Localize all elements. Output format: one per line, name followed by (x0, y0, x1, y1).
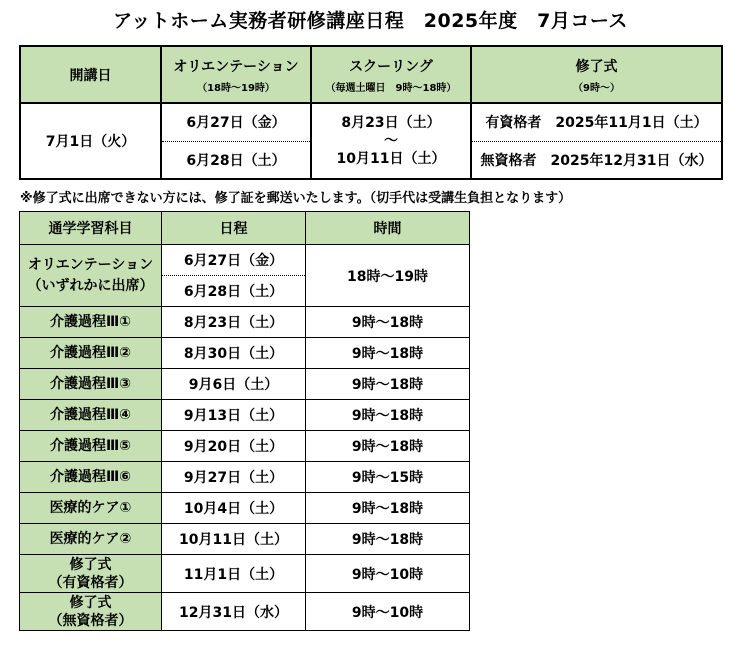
orientation-date-2: 6月28日（土） (162, 276, 306, 307)
subject-cell (20, 462, 162, 493)
mailing-note: ※修了式に出席できない方には、修了証を郵送いたします。（切手代は受講生負担となります） (20, 191, 572, 206)
schooling-tilde: ～ (384, 133, 398, 149)
table-row (20, 555, 470, 593)
subject-line: 介護過程Ⅲ⑤ (49, 437, 132, 454)
time-cell: 9時～15時 (306, 462, 470, 493)
schooling-from: 8月23日（土） (341, 115, 441, 131)
date-cell: 9月20日（土） (162, 431, 306, 462)
subject-cell (20, 555, 162, 593)
header-date: 日程 (162, 212, 306, 245)
subject-cell (20, 431, 162, 462)
subject-cell (20, 524, 162, 555)
header-subject: 通学学習科目 (20, 212, 162, 245)
date-cell: 9月6日（土） (162, 369, 306, 400)
date-cell: 10月11日（土） (162, 524, 306, 555)
date-cell: 12月31日（水） (162, 593, 306, 631)
schooling-range-cell (311, 103, 471, 179)
schooling-to: 10月11日（土） (336, 151, 446, 167)
subject-line: 介護過程Ⅲ④ (49, 406, 132, 423)
subject-line: 医療的ケア② (49, 530, 132, 547)
header-schooling: スクーリング （毎週土曜日 9時～18時） (311, 46, 471, 103)
table-row (20, 400, 470, 431)
subject-line: （有資格者） (48, 574, 133, 591)
subject-cell (20, 369, 162, 400)
subject-line: （無資格者） (48, 612, 133, 629)
time-cell: 9時～18時 (306, 307, 470, 338)
orientation-subject-line-2: （いずれかに出席） (27, 277, 154, 294)
time-cell: 9時～18時 (306, 369, 470, 400)
orientation-date-1: 6月27日（金） (162, 245, 306, 276)
table-row (20, 338, 470, 369)
subject-line: 介護過程Ⅲ⑥ (49, 468, 132, 485)
table-row (20, 524, 470, 555)
table-row (20, 307, 470, 338)
time-cell: 9時～18時 (306, 338, 470, 369)
orientation-date-1: 6月27日（金） (161, 103, 311, 141)
subject-line: 介護過程Ⅲ③ (49, 375, 132, 392)
time-cell: 9時～10時 (306, 555, 470, 593)
subject-cell (20, 307, 162, 338)
subject-cell (20, 593, 162, 631)
orientation-date-2: 6月28日（土） (161, 141, 311, 179)
table-row (20, 431, 470, 462)
time-cell: 9時～18時 (306, 400, 470, 431)
page-title: アットホーム実務者研修講座日程 2025年度 7月コース (113, 10, 628, 32)
table-row (20, 462, 470, 493)
start-date-cell: 7月1日（火） (20, 103, 161, 179)
subject-line: 修了式 (69, 594, 112, 611)
orientation-subject-line-1: オリエンテーション (27, 256, 154, 273)
date-cell: 9月27日（土） (162, 462, 306, 493)
header-time: 時間 (306, 212, 470, 245)
subject-cell (20, 493, 162, 524)
course-summary-table (19, 45, 723, 180)
orientation-subject (20, 245, 162, 307)
subject-line: 介護過程Ⅲ① (49, 313, 132, 330)
table-row (20, 593, 470, 631)
date-cell: 9月13日（土） (162, 400, 306, 431)
subject-line: 修了式 (69, 556, 112, 573)
time-cell: 9時～18時 (306, 524, 470, 555)
date-cell: 11月1日（土） (162, 555, 306, 593)
date-cell: 8月23日（土） (162, 307, 306, 338)
time-cell: 9時～18時 (306, 493, 470, 524)
subject-line: 医療的ケア① (49, 499, 132, 516)
subject-cell (20, 400, 162, 431)
date-cell: 10月4日（土） (162, 493, 306, 524)
orientation-time: 18時～19時 (306, 245, 470, 307)
header-start-date: 開講日 (20, 46, 161, 103)
schedule-table (19, 211, 470, 631)
time-cell: 9時～10時 (306, 593, 470, 631)
subject-cell (20, 338, 162, 369)
table-row (20, 369, 470, 400)
ceremony-qualified: 有資格者 2025年11月1日（土） (471, 103, 722, 141)
subject-line: 介護過程Ⅲ② (49, 344, 132, 361)
ceremony-unqualified: 無資格者 2025年12月31日（水） (471, 141, 722, 179)
table-row (20, 493, 470, 524)
header-ceremony: 修了式 （9時～） (471, 46, 722, 103)
time-cell: 9時～18時 (306, 431, 470, 462)
header-orientation: オリエンテーション （18時～19時） (161, 46, 311, 103)
date-cell: 8月30日（土） (162, 338, 306, 369)
